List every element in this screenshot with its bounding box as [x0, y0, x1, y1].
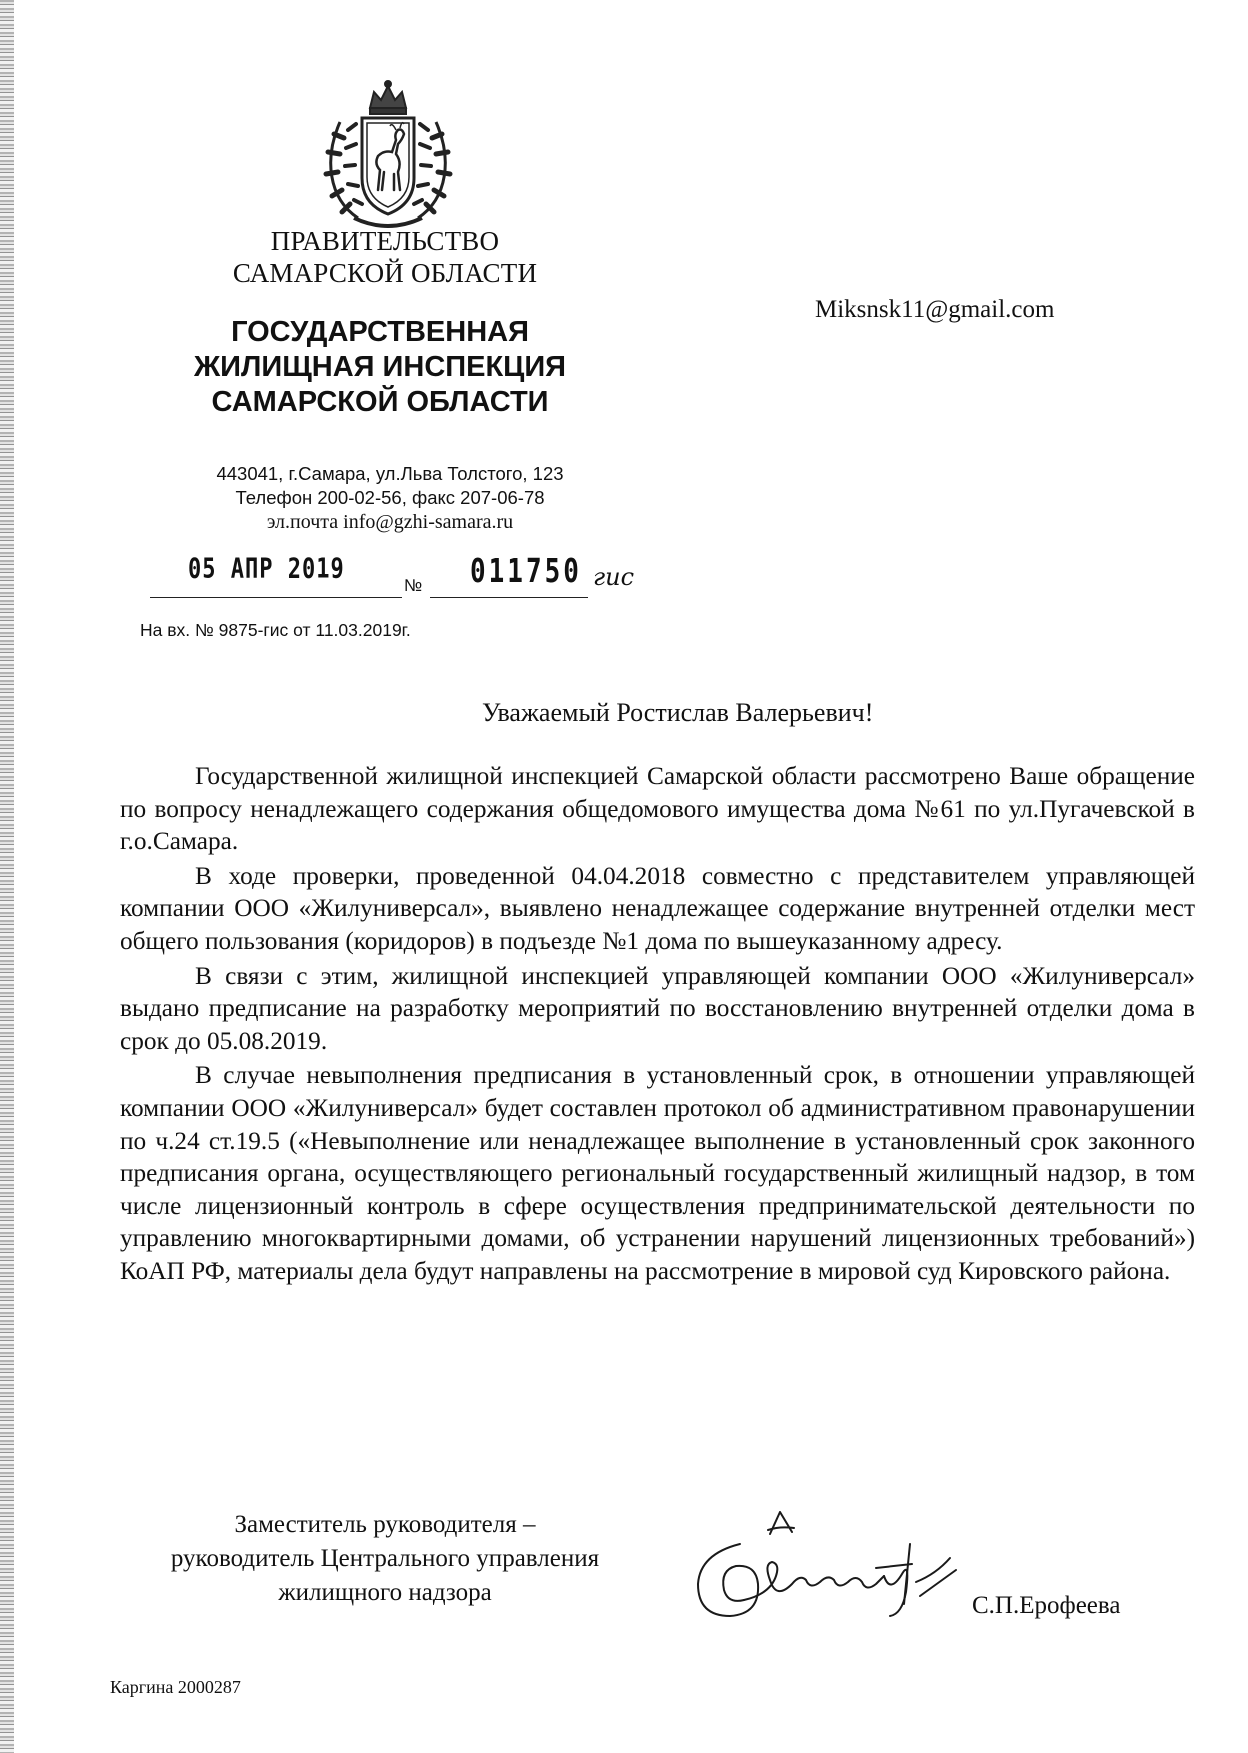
paragraph-2: В ходе проверки, проведенной 04.04.2018 совместно с представителем управляющей компании ООО «Жилуниверсал», выявлено ненадлежащее содержание внутренней отделки мест общего пользования (коридоров) в подъезде №1 дома по вышеуказанному адресу.: [120, 861, 1195, 955]
paragraph-4: В случае невыполнения предписания в установленный срок, в отношении управляющей компании ООО «Жилуниверсал» будет составлен протокол об административном правонарушении по ч.24 ст.19.5 («Невыполнение или ненадлежащее выполнение в установленный срок законного предписания органа, осуществляющего региональный государственный жилищный надзор, в том числе лицензионный контроль в сфере осуществления предпринимательской деятельности по управлению многоквартирными домами, об устранении нарушений лицензионных требований») КоАП РФ, материалы дела будут направлены на рассмотрение в мировой суд Кировского района.: [120, 1061, 1195, 1285]
government-name: [200, 225, 570, 289]
executor-note: Каргина 2000287: [110, 1677, 241, 1697]
paragraph-1: Государственной жилищной инспекцией Самарской области рассмотрено Ваше обращение по вопросу ненадлежащего содержания общедомового имущества дома №61 по ул.Пугачевской в г.о.Самара.: [120, 762, 1195, 856]
number-sign: №: [404, 576, 423, 595]
contact-block: [150, 462, 630, 534]
signatory-title: [130, 1508, 640, 1610]
inspection-line-2: ЖИЛИЩНАЯ ИНСПЕКЦИЯ: [193, 351, 567, 383]
inspection-name: [150, 315, 610, 420]
office-email: эл.почта info@gzhi-samara.ru: [266, 511, 514, 533]
paragraph-3: В связи с этим, жилищной инспекцией управляющей компании ООО «Жилуниверсал» выдано предписание на разработку мероприятий по восстановлению внутренней отделки дома в срок до 05.08.2019.: [120, 961, 1195, 1055]
phone-fax: Телефон 200-02-56, факс 207-06-78: [235, 487, 545, 508]
registration-number-stamp: 011750: [470, 553, 582, 591]
scan-edge-artifact: [0, 0, 14, 1753]
inspection-line-3: САМАРСКОЙ ОБЛАСТИ: [211, 386, 549, 418]
government-line-2: САМАРСКОЙ ОБЛАСТИ: [232, 258, 538, 288]
incoming-reference: На вх. № 9875-гис от 11.03.2019г.: [140, 620, 411, 640]
government-line-1: ПРАВИТЕЛЬСТВО: [270, 226, 500, 256]
recipient-email: Miksnsk11@gmail.com: [815, 296, 1055, 323]
greeting: Уважаемый Ростислав Валерьевич!: [482, 698, 874, 727]
signatory-title-line-1: Заместитель руководителя –: [234, 1511, 536, 1538]
letter-body: [120, 760, 1195, 1288]
handwritten-signature: [680, 1504, 965, 1634]
signatory-title-line-2: руководитель Центрального управления: [170, 1545, 600, 1572]
registration-number-suffix: гис: [593, 563, 635, 591]
date-underline: [150, 597, 402, 598]
inspection-line-1: ГОСУДАРСТВЕННАЯ: [231, 316, 529, 348]
registration-date-stamp: 05 АПР 2019: [188, 553, 345, 586]
number-underline: [430, 597, 588, 598]
signatory-title-line-3: жилищного надзора: [278, 1579, 492, 1606]
signatory-name: С.П.Ерофеева: [972, 1592, 1121, 1619]
postal-address: 443041, г.Самара, ул.Льва Толстого, 123: [216, 463, 564, 484]
coat-of-arms-emblem: [318, 78, 458, 236]
